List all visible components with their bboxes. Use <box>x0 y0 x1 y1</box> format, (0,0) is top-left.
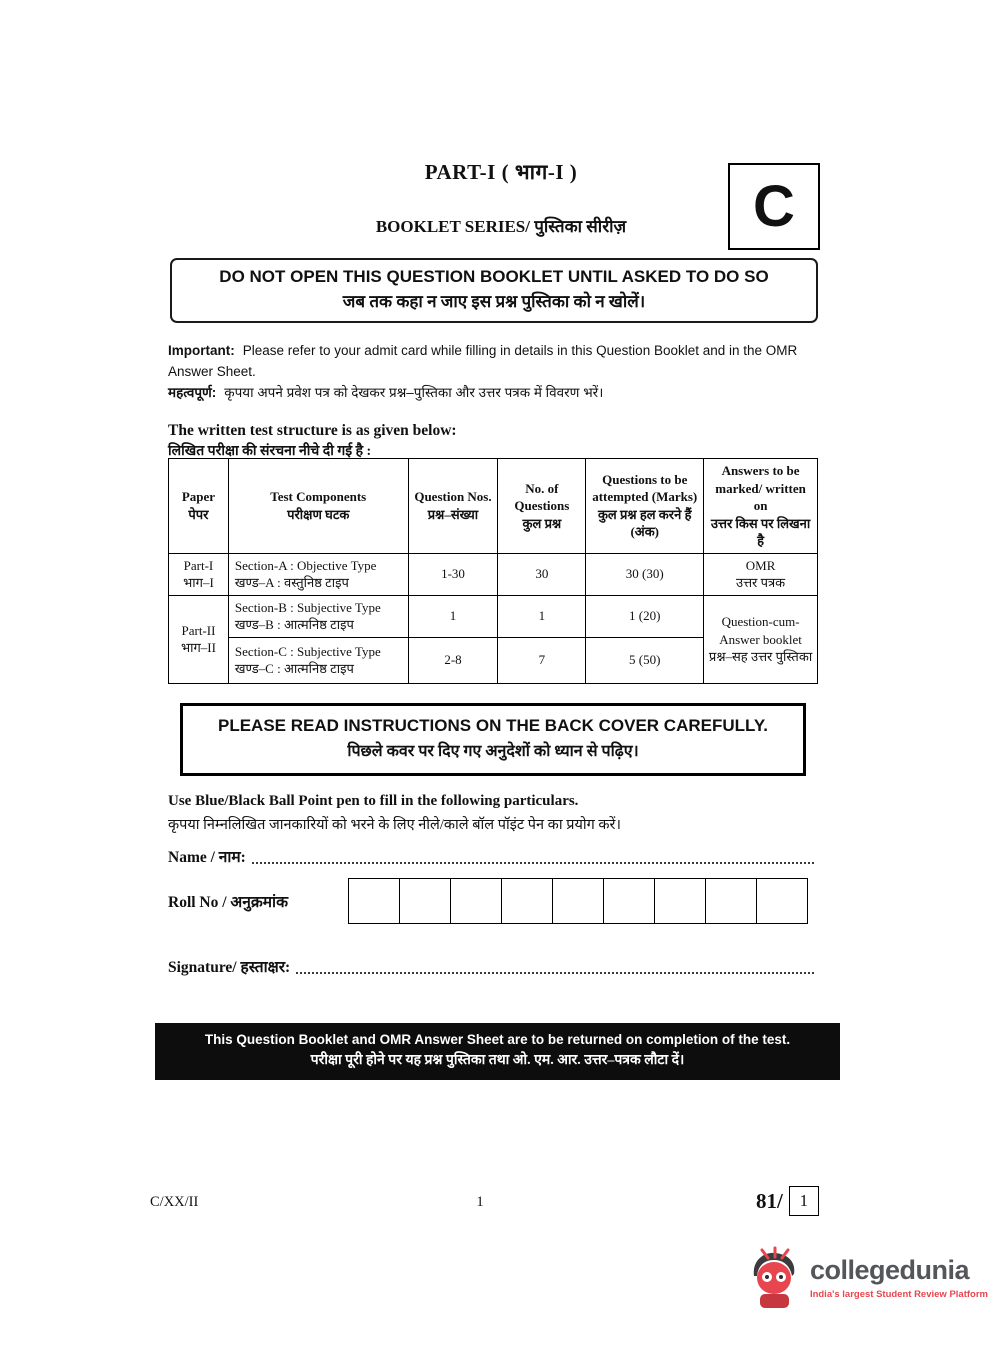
cell-section-b: Section-B : Subjective Type खण्ड–B : आत्मनिष्ठ टाइप <box>228 595 408 637</box>
collegedunia-logo <box>748 1246 988 1308</box>
signature-field-row <box>168 955 816 977</box>
do-not-open-notice <box>170 258 818 323</box>
read-instructions-hi: पिछले कवर पर दिए गए अनुदेशों को ध्यान से पढ़िए। <box>347 743 639 760</box>
footer-booklet-code: C/XX/II <box>150 1194 199 1210</box>
important-line-hi <box>168 383 840 404</box>
roll-box-cell <box>706 879 757 923</box>
roll-box-cell <box>349 879 400 923</box>
roll-box-cell <box>655 879 706 923</box>
return-notice-hi: परीक्षा पूरी होने पर यह प्रश्न पुस्तिका तथा ओ. एम. आर. उत्तर–पत्रक लौटा दें। <box>310 1053 685 1068</box>
part-title: PART-I ( भाग-I ) <box>424 160 578 184</box>
roll-box-cell <box>400 879 451 923</box>
table-row-section-b <box>169 595 818 637</box>
series-letter-box <box>728 163 820 250</box>
series-letter: C <box>753 173 795 239</box>
header-paper: Paper पेपर <box>169 459 229 554</box>
important-text-hi: कृपया अपने प्रवेश पत्र को देखकर प्रश्न–पुस्तिका और उत्तर पत्रक में विवरण भरें। <box>224 384 604 400</box>
roll-box-cell <box>502 879 553 923</box>
important-text-en: Please refer to your admit card while filling in details in this Question Booklet and in the OMR Answer Sheet. <box>168 343 798 379</box>
cell-part1: Part-I भाग–I <box>169 553 229 595</box>
important-label-hi: महत्वपूर्ण: <box>168 384 217 400</box>
pen-instruction <box>168 793 840 834</box>
return-notice-banner <box>155 1023 840 1080</box>
roll-label: Roll No / अनुक्रमांक <box>168 894 288 911</box>
return-notice-en: This Question Booklet and OMR Answer Sheet are to be returned on completion of the test. <box>204 1032 791 1047</box>
header-no-of-questions: No. of Questions कुल प्रश्न <box>498 459 586 554</box>
footer-page-number: 1 <box>476 1194 484 1210</box>
name-fill-line <box>252 850 814 864</box>
cell-section-c-attempted: 5 (50) <box>586 637 704 683</box>
cell-section-b-attempted: 1 (20) <box>586 595 704 637</box>
header-question-nos: Question Nos. प्रश्न–संख्या <box>408 459 498 554</box>
structure-intro-hi: लिखित परीक्षा की संरचना नीचे दी गई है : <box>168 444 372 459</box>
signature-fill-line <box>296 960 814 974</box>
read-instructions-en: PLEASE READ INSTRUCTIONS ON THE BACK COVER CAREFULLY. <box>217 716 769 735</box>
roll-box-cell <box>604 879 655 923</box>
signature-label: Signature/ हस्ताक्षर: <box>168 959 291 976</box>
table-header-row <box>169 459 818 554</box>
cell-section-a-qnos: 1-30 <box>408 553 498 595</box>
footer-right-code-group <box>756 1186 819 1216</box>
table-row-section-a <box>169 553 818 595</box>
cell-section-b-num: 1 <box>498 595 586 637</box>
roll-field-row <box>168 878 816 924</box>
footer-right-code: 81/ <box>756 1188 783 1213</box>
do-not-open-hi: जब तक कहा न जाए इस प्रश्न पुस्तिका को न खोलें। <box>342 292 646 311</box>
pen-instruction-hi: कृपया निम्नलिखित जानकारियों को भरने के लिए नीले/काले बॉल पॉइंट पेन का प्रयोग करें। <box>168 817 621 833</box>
cell-part2: Part-II भाग–II <box>169 595 229 683</box>
collegedunia-logo-tagline: India's largest Student Review Platform <box>809 1288 988 1300</box>
header-questions-attempted: Questions to be attempted (Marks) कुल प्रश्न हल करने हैं (अंक) <box>586 459 704 554</box>
read-instructions-notice <box>180 703 806 776</box>
cell-section-a: Section-A : Objective Type खण्ड–A : वस्तुनिष्ठ टाइप <box>228 553 408 595</box>
name-label: Name / नाम: <box>168 849 246 866</box>
roll-box-cell <box>553 879 604 923</box>
collegedunia-mascot-icon <box>748 1246 802 1308</box>
cell-answers-part2: Question-cum-Answer booklet प्रश्न–सह उत्तर पुस्तिका <box>704 595 818 683</box>
footer-right-box: 1 <box>789 1186 819 1216</box>
important-line-en <box>168 341 840 383</box>
important-note <box>168 341 840 404</box>
structure-intro <box>168 422 457 460</box>
cell-section-c-qnos: 2-8 <box>408 637 498 683</box>
structure-intro-en: The written test structure is as given below: <box>168 422 457 439</box>
cell-section-a-attempted: 30 (30) <box>586 553 704 595</box>
do-not-open-en: DO NOT OPEN THIS QUESTION BOOKLET UNTIL ASKED TO DO SO <box>219 267 769 286</box>
cell-answers-part1: OMR उत्तर पत्रक <box>704 553 818 595</box>
pen-instruction-en: Use Blue/Black Ball Point pen to fill in the following particulars. <box>168 793 579 809</box>
name-field-row <box>168 845 816 867</box>
important-label-en: Important: <box>168 343 235 358</box>
test-structure-table <box>168 458 818 684</box>
collegedunia-logo-name: collegedunia <box>809 1254 969 1285</box>
cell-section-a-num: 30 <box>498 553 586 595</box>
roll-number-grid <box>348 878 808 924</box>
collegedunia-logo-texts <box>810 1255 988 1300</box>
cell-section-c: Section-C : Subjective Type खण्ड–C : आत्मनिष्ठ टाइप <box>228 637 408 683</box>
header-test-components: Test Components परीक्षण घटक <box>228 459 408 554</box>
booklet-series-label: BOOKLET SERIES/ पुस्तिका सीरीज़ <box>375 217 627 236</box>
cell-section-c-num: 7 <box>498 637 586 683</box>
cell-section-b-qnos: 1 <box>408 595 498 637</box>
roll-box-cell <box>451 879 502 923</box>
roll-box-cell <box>757 879 807 923</box>
header-answers-marked: Answers to be marked/ written on उत्तर किस पर लिखना है <box>704 459 818 554</box>
